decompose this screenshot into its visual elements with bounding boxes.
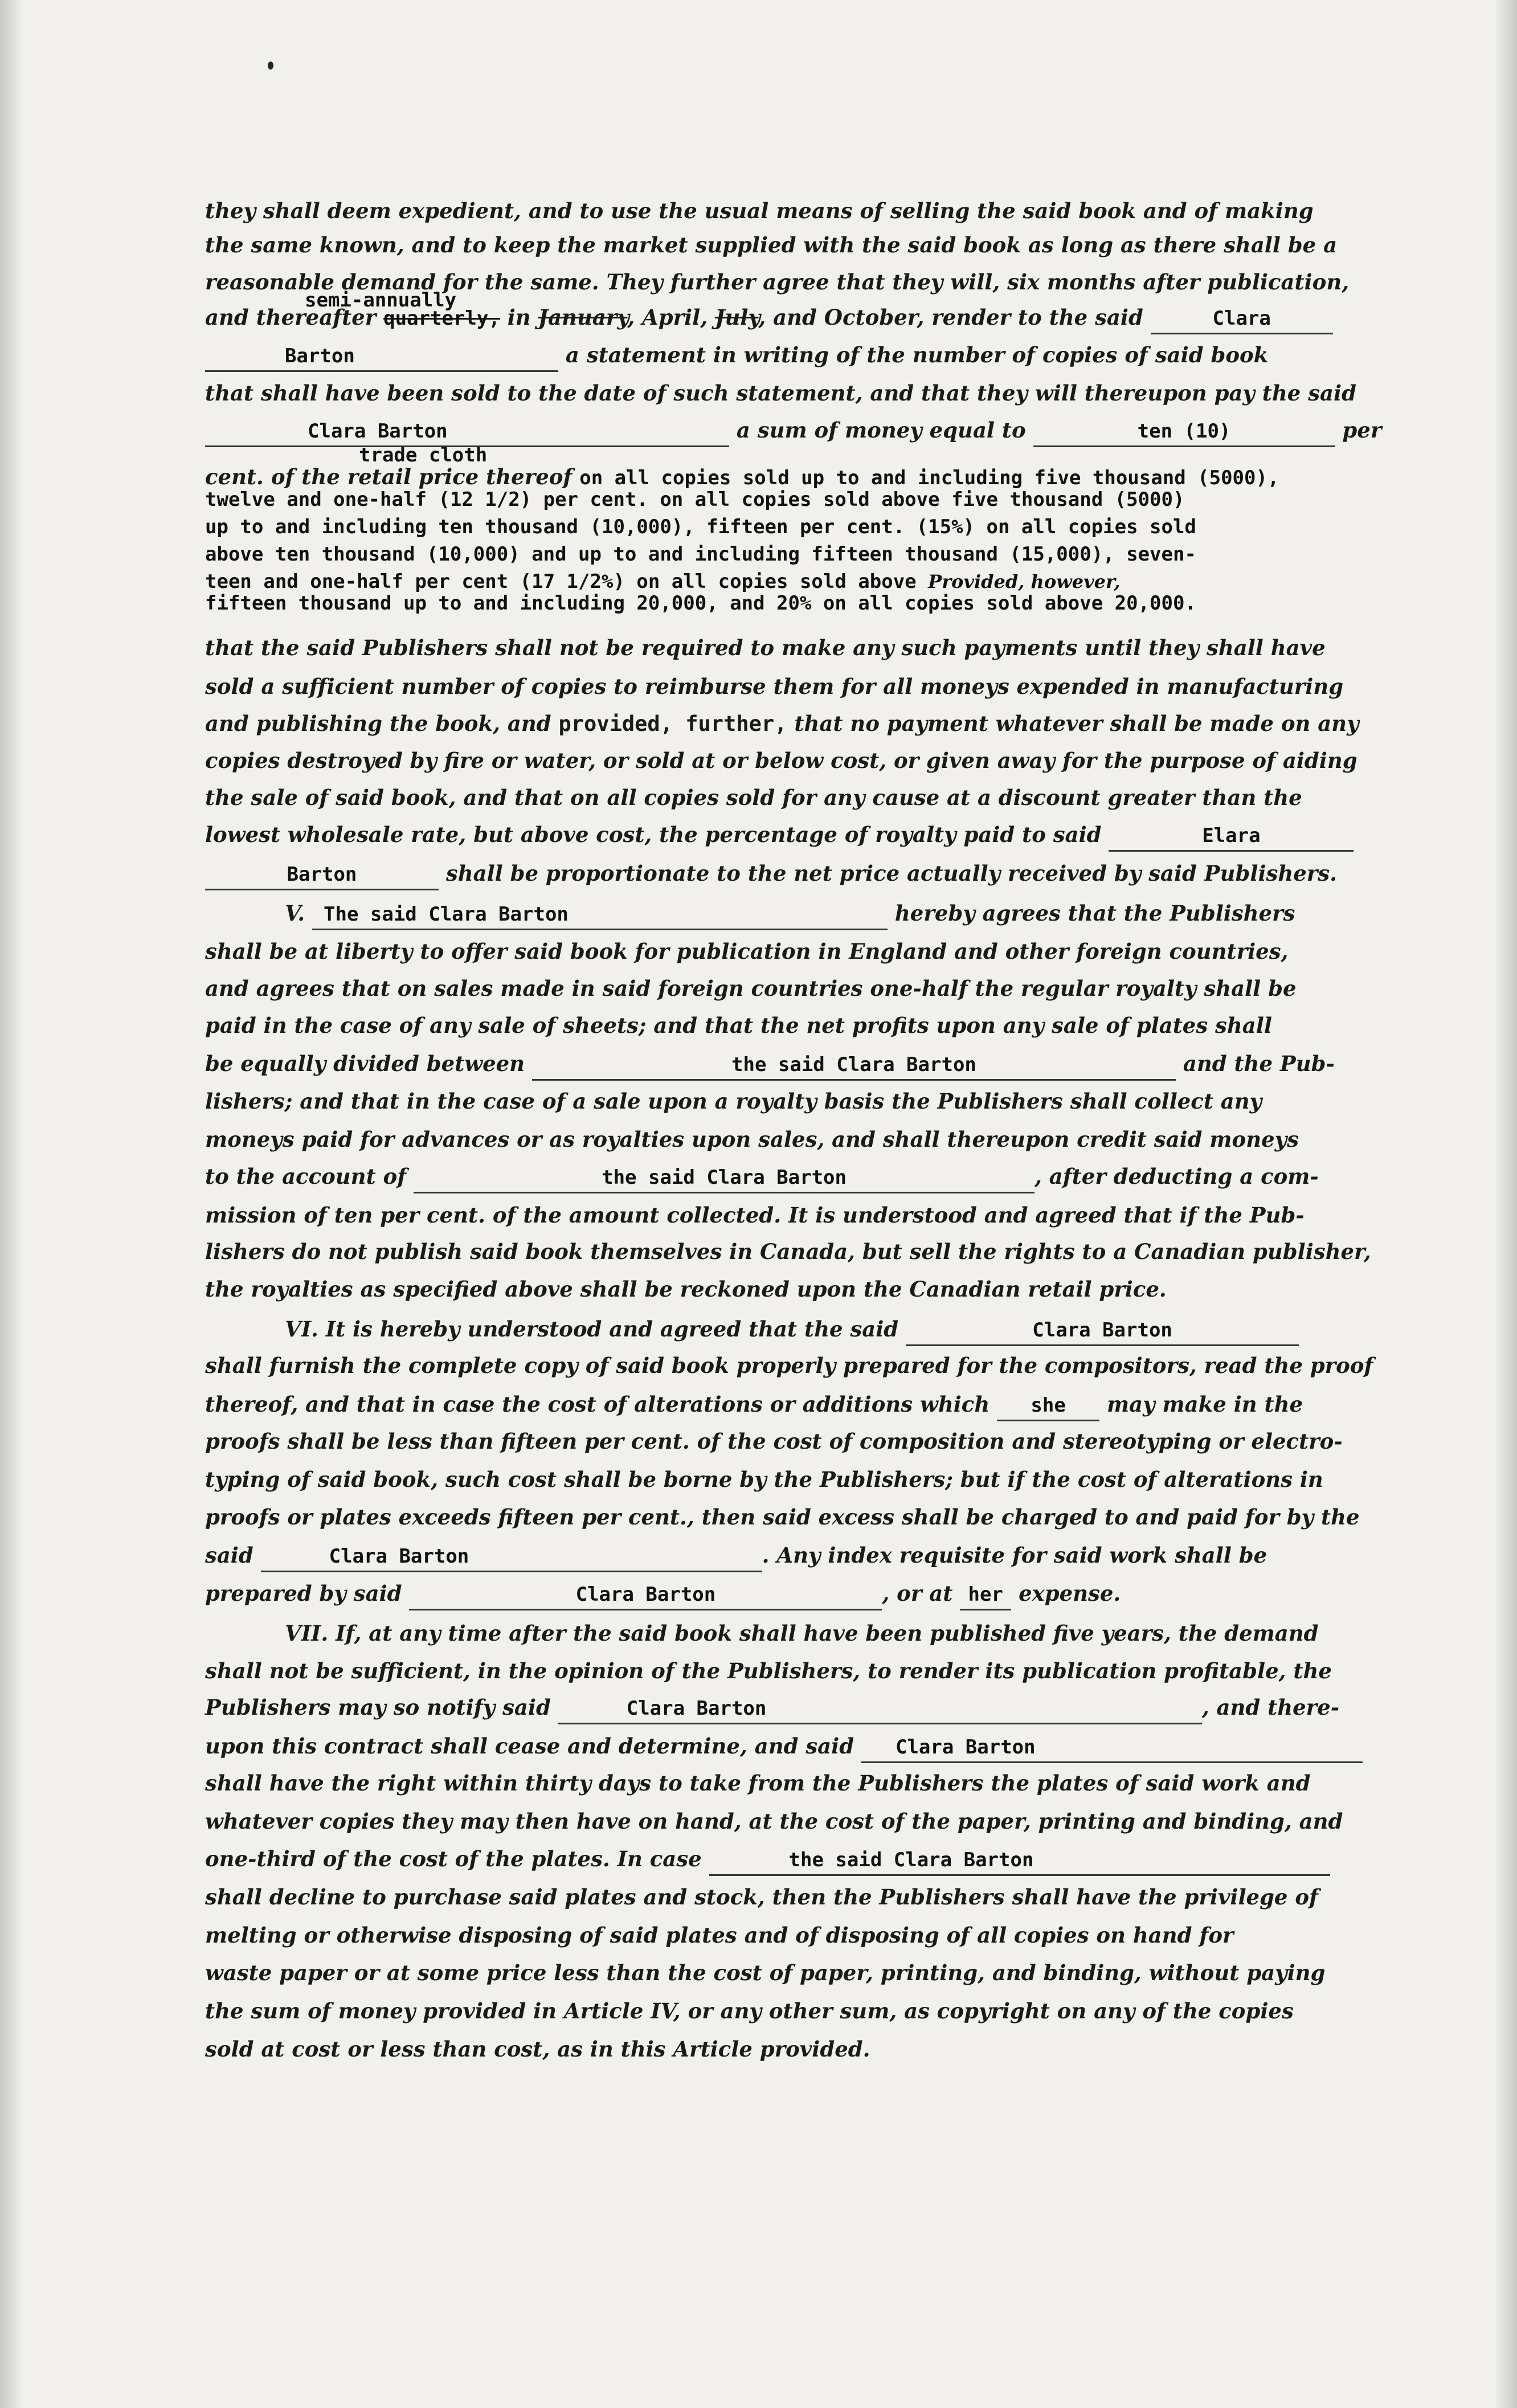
- text-line: and thereafter quarterly, in January, April, July, and October, render to the said Clara: [205, 303, 1339, 334]
- fill-in-blank: Clara Barton: [261, 1542, 762, 1572]
- text-line: said Clara Barton . Any index requisite for said work shall be: [205, 1541, 1339, 1572]
- typed-line: teen and one-half per cent (17 1/2%) on all copies sold above Provided, however,: [205, 570, 1121, 593]
- fill-in-blank: The said Clara Barton: [312, 900, 888, 930]
- text-line: be equally divided between the said Clara Barton and the Pub-: [205, 1049, 1339, 1081]
- fill-in-blank: her: [960, 1580, 1011, 1610]
- fill-in-blank: Elara: [1109, 821, 1354, 852]
- text-line: VI. It is hereby understood and agreed that the said Clara Barton: [205, 1315, 1339, 1346]
- fill-in-blank: Clara: [1151, 304, 1333, 334]
- text-line: proofs or plates exceeds fifteen per cent., then said excess shall be charged to and paid for by the: [205, 1505, 1360, 1530]
- fill-in-blank: Clara Barton: [205, 417, 729, 447]
- struck-text: January: [538, 305, 628, 330]
- text-line: mission of ten per cent. of the amount collected. It is understood and agreed that if the Pub-: [205, 1203, 1305, 1228]
- fill-in-blank: Clara Barton: [409, 1580, 882, 1610]
- fill-in-blank: the said Clara Barton: [532, 1050, 1176, 1081]
- text-line: copies destroyed by fire or water, or sold at or below cost, or given away for the purpose of aiding: [205, 748, 1357, 773]
- text-line: that shall have been sold to the date of such statement, and that they will thereupon pay the said: [205, 381, 1356, 406]
- text-line: lishers; and that in the case of a sale upon a royalty basis the Publishers shall collect any: [205, 1089, 1262, 1114]
- fill-in-blank: ten (10): [1033, 417, 1335, 447]
- text-line: melting or otherwise disposing of said plates and of disposing of all copies on hand for: [205, 1923, 1234, 1948]
- text-line: the sum of money provided in Article IV, or any other sum, as copyright on any of the copies: [205, 1998, 1294, 2023]
- typed-line: fifteen thousand up to and including 20,000, and 20% on all copies sold above 20,000.: [205, 592, 1196, 615]
- text-line: and agrees that on sales made in said foreign countries one-half the regular royalty shall be: [205, 976, 1297, 1001]
- text-line: sold at cost or less than cost, as in this Article provided.: [205, 2037, 870, 2062]
- text-line: reasonable demand for the same. They further agree that they will, six months after publication,: [205, 269, 1350, 295]
- struck-text: July: [715, 305, 759, 330]
- struck-text: quarterly,: [383, 307, 500, 330]
- text-line: Clara Barton a sum of money equal to ten (10) per: [205, 416, 1339, 447]
- text-line: sold a sufficient number of copies to reimburse them for all moneys expended in manufacturing: [205, 674, 1344, 699]
- fill-in-blank: the said Clara Barton: [414, 1163, 1034, 1193]
- fill-in-blank: Barton: [205, 860, 439, 890]
- text-line: lishers do not publish said book themselves in Canada, but sell the rights to a Canadian publisher,: [205, 1239, 1371, 1264]
- text-line: Barton a statement in writing of the number of copies of said book: [205, 341, 1339, 372]
- text-line: moneys paid for advances or as royalties upon sales, and shall thereupon credit said moneys: [205, 1127, 1299, 1152]
- text-line: shall decline to purchase said plates and stock, then the Publishers shall have the privilege of: [205, 1884, 1318, 1910]
- fill-in-blank: she: [997, 1391, 1099, 1421]
- typed-insert: trade cloth: [359, 444, 488, 467]
- typed-line: twelve and one-half (12 1/2) per cent. on all copies sold above five thousand (5000): [205, 488, 1185, 511]
- text-line: thereof, and that in case the cost of alterations or additions which she may make in the: [205, 1390, 1339, 1421]
- text-line: typing of said book, such cost shall be borne by the Publishers; but if the cost of alterations in: [205, 1467, 1323, 1492]
- text-line: shall have the right within thirty days to take from the Publishers the plates of said work and: [205, 1771, 1311, 1796]
- text-line: lowest wholesale rate, but above cost, the percentage of royalty paid to said Elara: [205, 820, 1339, 852]
- text-line: shall not be sufficient, in the opinion of the Publishers, to render its publication profitable, the: [205, 1658, 1332, 1683]
- text-line: Publishers may so notify said Clara Barton , and there-: [205, 1693, 1339, 1724]
- text-line: that the said Publishers shall not be required to make any such payments until they shall have: [205, 635, 1326, 660]
- text-line: Barton shall be proportionate to the net price actually received by said Publishers.: [205, 859, 1339, 890]
- text-line: to the account of the said Clara Barton , after deducting a com-: [205, 1162, 1339, 1193]
- text-line: they shall deem expedient, and to use the usual means of selling the said book and of making: [205, 198, 1314, 223]
- text-line: cent. of the retail price thereof on all copies sold up to and including five thousand (5000),: [205, 464, 1279, 489]
- text-line: paid in the case of any sale of sheets; and that the net profits upon any sale of plates shall: [205, 1013, 1272, 1038]
- text-line: one-third of the cost of the plates. In case the said Clara Barton: [205, 1845, 1339, 1876]
- text-line: the same known, and to keep the market supplied with the said book as long as there shall be a: [205, 232, 1338, 257]
- fill-in-blank: the said Clara Barton: [709, 1846, 1330, 1876]
- fill-in-blank: Clara Barton: [558, 1694, 1202, 1724]
- text-line: waste paper or at some price less than the cost of paper, printing, and binding, without paying: [205, 1960, 1326, 1985]
- typed-line: up to and including ten thousand (10,000), fifteen per cent. (15%) on all copies sold: [205, 516, 1196, 538]
- text-line: prepared by said Clara Barton , or at her expense.: [205, 1579, 1339, 1610]
- text-line: shall be at liberty to offer said book for publication in England and other foreign countries,: [205, 939, 1289, 964]
- text-line: upon this contract shall cease and determine, and said Clara Barton: [205, 1732, 1339, 1763]
- text-line: whatever copies they may then have on hand, at the cost of the paper, printing and binding, and: [205, 1809, 1343, 1834]
- text-line: VII. If, at any time after the said book shall have been published five years, the demand: [285, 1621, 1319, 1646]
- text-line: the royalties as specified above shall be reckoned upon the Canadian retail price.: [205, 1277, 1167, 1302]
- text-line: proofs shall be less than fifteen per cent. of the cost of composition and stereotyping or electro-: [205, 1429, 1343, 1454]
- fill-in-blank: Barton: [205, 342, 558, 372]
- fill-in-blank: Clara Barton: [906, 1316, 1299, 1346]
- typed-insert: semi-annually: [305, 289, 457, 312]
- ink-mark: [268, 62, 273, 69]
- typed-line: above ten thousand (10,000) and up to and including fifteen thousand (15,000), seven-: [205, 543, 1196, 566]
- text-line: shall furnish the complete copy of said book properly prepared for the compositors, read the proof: [205, 1353, 1373, 1378]
- text-line: V. The said Clara Barton hereby agrees that the Publishers: [205, 899, 1339, 930]
- fill-in-blank: Clara Barton: [861, 1733, 1363, 1763]
- text-line: and publishing the book, and provided, further, that no payment whatever shall be made on any: [205, 711, 1359, 736]
- text-line: the sale of said book, and that on all copies sold for any cause at a discount greater than the: [205, 785, 1302, 810]
